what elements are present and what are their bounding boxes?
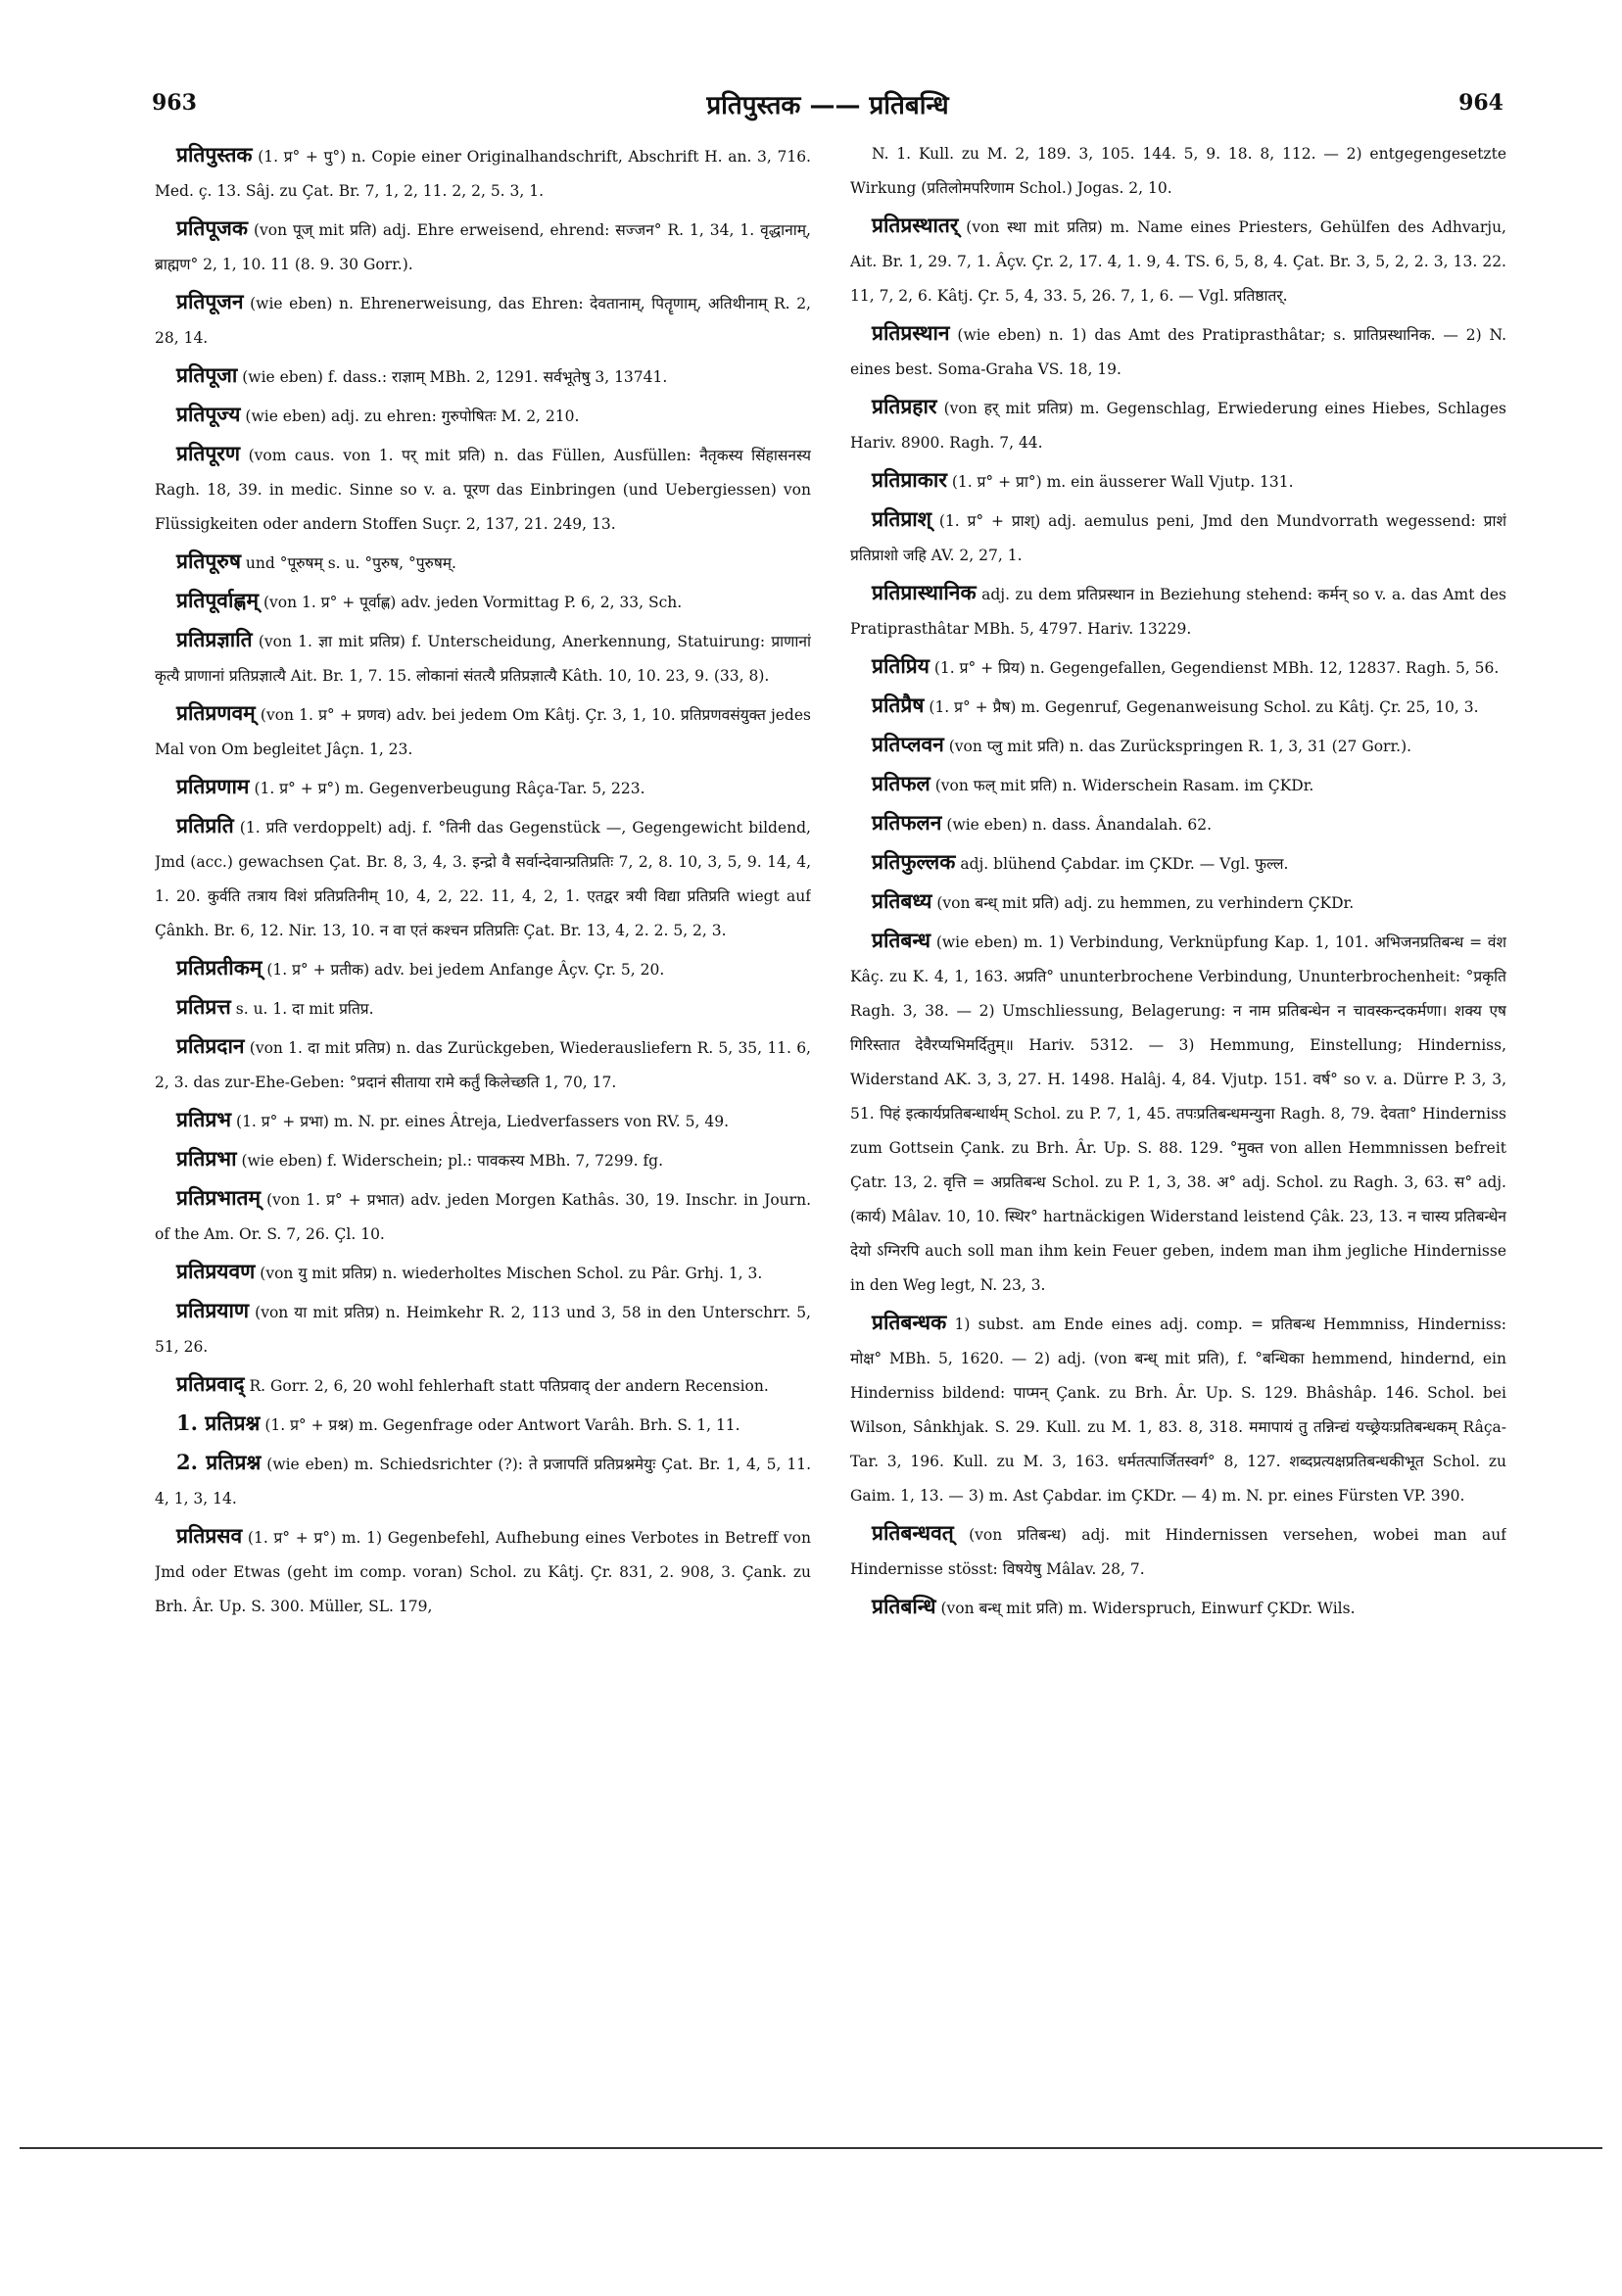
dictionary-entry <box>155 1254 811 1291</box>
dictionary-entry <box>155 989 811 1027</box>
dictionary-entry <box>155 808 811 948</box>
dictionary-entry <box>850 575 1506 646</box>
dictionary-entry <box>155 358 811 395</box>
running-title: प्रतिपुस्तक —— प्रतिबन्धि <box>706 91 949 120</box>
entry-headword: प्रतिपुस्तक <box>176 142 253 167</box>
entry-headword: प्रतिप्रास्थानिक <box>872 580 977 604</box>
page-number-right: 964 <box>1458 90 1503 116</box>
entry-text: (von 1. ज्ञा mit प्रतिप्र) f. Unterscheidung, Anerkennung, Statuirung: प्राणानां कृत्यै प्राणानां प्रतिप्रज्ञात्यै Ait. Br. 1, 7. 15. लोकानां संतत्यै प्रतिप्रज्ञात्यै Kâth. 10, 10. 23, 9. (33, 8). <box>155 633 811 685</box>
entry-headword: प्रतिपूर्वाह्णम् <box>176 588 260 612</box>
entry-text: (wie eben) m. Schiedsrichter (?): ते प्रजापतिं प्रतिप्रश्नमेयुः Çat. Br. 1, 4, 5, 11. 4, 1, 3, 14. <box>155 1456 811 1507</box>
entry-text: s. u. 1. दा mit प्रतिप्र. <box>235 1000 374 1018</box>
entry-text: (von 1. प्र° + पूर्वाह्ण) adv. jeden Vormittag P. 6, 2, 33, Sch. <box>262 594 683 611</box>
dictionary-entry <box>850 844 1506 882</box>
entry-text: (von बन्ध् mit प्रति) adj. zu hemmen, zu verhindern ÇKDr. <box>936 894 1355 912</box>
dictionary-entry <box>850 727 1506 764</box>
entry-text: (1. प्र° + पु°) n. Copie einer Originalhandschrift, Abschrift H. an. 3, 716. Med. ç. 13. Sâj. zu Çat. Br. 7, 1, 2, 11. 2, 2, 5. 3, 1. <box>155 148 811 200</box>
dictionary-entry <box>850 462 1506 500</box>
entry-headword: प्रतिप्रभ <box>176 1107 232 1131</box>
entry-headword: प्रतिफल <box>872 771 930 795</box>
entry-text: (von फल् mit प्रति) n. Widerschein Rasam. im ÇKDr. <box>934 777 1314 794</box>
entry-headword: प्रतिफुल्लक <box>872 849 956 874</box>
dictionary-entry <box>155 622 811 694</box>
dictionary-entry <box>155 950 811 987</box>
entry-text: (1. प्र° + प्रिय) n. Gegengefallen, Gegendienst MBh. 12, 12837. Ragh. 5, 56. <box>933 659 1500 677</box>
dictionary-entry <box>850 688 1506 725</box>
dictionary-entry <box>850 805 1506 842</box>
entry-text: (wie eben) m. 1) Verbindung, Verknüpfung Kap. 1, 101. अभिजनप्रतिबन्ध = वंश Kâç. zu K. 4, 1, 163. अप्रति° ununterbrochene Verbindung, Ununterbrochenheit: °प्रकृति Ragh. 3, 38. — 2) Umschliessung, Belagerung: न नाम प्रतिबन्धेन न चावस्कन्दकर्मणा। शक्य एष गिरिस्तात देवैरप्यभिमर्दितुम्॥ Hariv. 5312. — 3) Hemmung, Einstellung; Hinderniss, Widerstand AK. 3, 3, 27. H. 1498. Halâj. 4, 84. Vjutp. 151. वर्ष° so v. a. Dürre P. 3, 3, 51. पिहं इत्कार्यप्रतिबन्धार्थम् Schol. zu P. 7, 1, 45. तपःप्रतिबन्धमन्युना Ragh. 8, 79. देवता° Hinderniss zum Gottsein Çank. zu Brh. Âr. Up. S. 88. 129. °मुक्त von allen Hemmnissen befreit Çatr. 13, 2. वृत्ति = अप्रतिबन्ध Schol. zu P. 1, 3, 38. अ° adj. Schol. zu Ragh. 3, 63. स° adj. (कार्य) Mâlav. 10, 10. स्थिर° hartnäckigen Widerstand leistend Çâk. 23, 13. न चास्य प्रतिबन्धेन देयो ऽग्निरपि auch soll man ihm kein Feuer geben, indem man ihm jegliche Hindernisse in den Weg legt, N. 23, 3. <box>850 933 1506 1294</box>
dictionary-entry <box>155 583 811 620</box>
entry-headword: प्रतिपूज्य <box>176 402 241 426</box>
dictionary-entry <box>850 389 1506 460</box>
entry-text: (1. प्र° + प्रभा) m. N. pr. eines Âtreja, Liedverfassers von RV. 5, 49. <box>236 1113 730 1130</box>
entry-text: (wie eben) n. Ehrenerweisung, das Ehren: देवतानाम्, पितॄणाम्, अतिथीनाम् R. 2, 28, 14. <box>155 295 811 347</box>
entry-headword: प्रतिप्रदान <box>176 1033 245 1058</box>
dictionary-entry <box>850 502 1506 573</box>
entry-headword: प्रतिप्राकार <box>872 467 947 492</box>
entry-headword: प्रतिपूजा <box>176 362 238 387</box>
entry-headword: प्रतिप्रैष <box>872 693 925 717</box>
dictionary-entry <box>155 284 811 356</box>
entry-headword: प्रतिप्रस्थान <box>872 320 950 345</box>
entry-headword: प्रतिप्रभातम् <box>176 1185 262 1210</box>
entry-text: (von बन्ध् mit प्रति) m. Widerspruch, Einwurf ÇKDr. Wils. <box>940 1600 1356 1617</box>
dictionary-entry <box>155 1102 811 1139</box>
dictionary-entry <box>155 1366 811 1404</box>
entry-text: (1. प्र° + प्र°) m. 1) Gegenbefehl, Aufhebung eines Verbotes in Betreff von Jmd oder Etwas (geht im comp. voran) Schol. zu Kâtj. Çr. 831, 2. 908, 3. Çank. zu Brh. Âr. Up. S. 300. Müller, SL. 179, <box>155 1529 811 1615</box>
entry-text: (von यु mit प्रतिप्र) n. wiederholtes Mischen Schol. zu Pâr. Grhj. 1, 3. <box>260 1265 763 1282</box>
dictionary-entry <box>155 211 811 282</box>
entry-text: (1. प्रति verdoppelt) adj. f. °तिनी das Gegenstück —, Gegengewicht bildend, Jmd (acc.) gewachsen Çat. Br. 8, 3, 4, 3. इन्द्रो वै सर्वान्देवान्प्रतिप्रतिः 7, 2, 8. 10, 3, 5, 9. 14, 4, 1. 20. कुर्वति तत्राय विशं प्रतिप्रतिनीम् 10, 4, 2, 22. 11, 4, 2, 1. एतद्वर त्रयी विद्या प्रतिप्रति wiegt auf Çânkh. Br. 6, 12. Nir. 13, 10. न वा एतं कश्चन प्रतिप्रतिः Çat. Br. 13, 4, 2. 2. 5, 2, 3. <box>155 819 811 939</box>
entry-headword: प्रतिप्रस्थातर् <box>872 213 959 237</box>
entry-text: (von प्लु mit प्रति) n. das Zurückspringen R. 1, 3, 31 (27 Gorr.). <box>948 738 1412 755</box>
entry-headword: प्रतिप्रवाद् <box>176 1371 245 1396</box>
entry-headword: प्रतिबन्ध <box>872 928 931 952</box>
entry-text: und °पूरुषम् s. u. °पुरुष, °पुरुषम्. <box>245 554 456 572</box>
bottom-rule <box>20 2147 1602 2149</box>
dictionary-entry <box>850 1515 1506 1587</box>
entry-headword: प्रतिप्रतीकम् <box>176 955 262 980</box>
dictionary-entry <box>155 695 811 767</box>
dictionary-entry <box>155 1141 811 1178</box>
dictionary-entry <box>850 208 1506 313</box>
dictionary-entry <box>850 923 1506 1303</box>
entry-text: (von पूज् mit प्रति) adj. Ehre erweisend, ehrend: सज्जन° R. 1, 34, 1. वृद्धानाम्, ब्राह्मण° 2, 1, 10. 11 (8. 9. 30 Gorr.). <box>155 221 811 273</box>
entry-text: (1. प्र° + प्र°) m. Gegenverbeugung Râça-Tar. 5, 223. <box>254 780 645 797</box>
entry-text: (von या mit प्रतिप्र) n. Heimkehr R. 2, 113 und 3, 58 in den Unterschrr. 5, 51, 26. <box>155 1304 811 1356</box>
dictionary-entry <box>850 648 1506 686</box>
dictionary-entry <box>155 544 811 581</box>
dictionary-entry <box>850 766 1506 803</box>
entry-text: (von 1. प्र° + प्रभात) adv. jeden Morgen Kathâs. 30, 19. Inschr. in Journ. of the Am. Or. S. 7, 26. Çl. 10. <box>155 1191 811 1243</box>
dictionary-entry <box>155 769 811 806</box>
entry-headword: प्रतिपूरण <box>176 441 241 465</box>
entry-headword: प्रतिप्रणवम् <box>176 700 256 725</box>
dictionary-entry <box>155 137 811 209</box>
dictionary-entry <box>850 884 1506 921</box>
entry-text: (wie eben) f. Widerschein; pl.: पावकस्य MBh. 7, 7299. fg. <box>241 1152 664 1170</box>
entry-text: (1. प्र° + प्रतीक) adv. bei jedem Anfange Âçv. Çr. 5, 20. <box>266 961 665 979</box>
dictionary-entry <box>850 1589 1506 1626</box>
entry-headword: प्रतिप्रज्ञाति <box>176 627 253 651</box>
entry-text: (von 1. दा mit प्रतिप्र) n. das Zurückgeben, Wiederausliefern R. 5, 35, 11. 6, 2, 3. das zur-Ehe-Geben: °प्रदानं सीताया रामे कर्तुं किलेच्छति 1, 70, 17. <box>155 1039 811 1091</box>
entry-headword: प्रतिपूजक <box>176 215 248 240</box>
entry-headword: प्रतिपूजन <box>176 289 244 313</box>
dictionary-entry <box>155 1180 811 1252</box>
entry-text: (wie eben) n. 1) das Amt des Pratiprasthâtar; s. प्रातिप्रस्थानिक. — 2) N. eines best. Soma-Graha VS. 18, 19. <box>850 326 1506 378</box>
entry-headword: प्रतिप्रयवण <box>176 1259 256 1283</box>
entry-text: (vom caus. von 1. पर् mit प्रति) n. das Füllen, Ausfüllen: नैतृकस्य सिंहासनस्य Ragh. 18, 39. in medic. Sinne so v. a. पूरण das Einbringen (und Uebergiessen) von Flüssigkeiten oder andern Stoffen Suçr. 2, 137, 21. 249, 13. <box>155 447 811 533</box>
entry-headword: प्रतिप्रत्त <box>176 994 231 1019</box>
entry-text: N. 1. Kull. zu M. 2, 189. 3, 105. 144. 5, 9. 18. 8, 112. — 2) entgegengesetzte Wirkung (प्रतिलोमपरिणाम Schol.) Jogas. 2, 10. <box>850 145 1506 197</box>
entry-text: adj. blühend Çabdar. im ÇKDr. — Vgl. फुल्ल. <box>960 855 1289 873</box>
entry-text: (von स्था mit प्रतिप्र) m. Name eines Priesters, Gehülfen des Adhvarju, Ait. Br. 1, 29. 7, 1. Âçv. Çr. 2, 17. 4, 1. 9, 4. TS. 6, 5, 8, 4. Çat. Br. 3, 5, 2, 2. 3, 13. 22. 11, 7, 2, 6. Kâtj. Çr. 5, 4, 33. 5, 26. 7, 1, 6. — Vgl. प्रतिष्ठातर्. <box>850 218 1506 305</box>
entry-headword: 2. प्रतिप्रश्न <box>176 1450 262 1474</box>
entry-text: R. Gorr. 2, 6, 20 wohl fehlerhaft statt पतिप्रवाद् der andern Recension. <box>249 1377 769 1395</box>
entry-text: (wie eben) f. dass.: राज्ञाम् MBh. 2, 1291. सर्वभूतेषु 3, 13741. <box>242 368 668 386</box>
entry-text: (1. प्र° + प्रा°) m. ein äusserer Wall Vjutp. 131. <box>951 473 1294 491</box>
entry-headword: प्रतिबन्धक <box>872 1310 947 1334</box>
entry-headword: 1. प्रतिप्रश्न <box>176 1411 261 1435</box>
entry-headword: प्रतिप्रणाम <box>176 774 250 798</box>
entry-text: (von 1. प्र° + प्रणव) adv. bei jedem Om Kâtj. Çr. 3, 1, 10. प्रतिप्रणवसंयुक्त jedes Mal von Om begleitet Jâçn. 1, 23. <box>155 706 811 758</box>
entry-headword: प्रतिप्लवन <box>872 732 944 756</box>
dictionary-entry <box>155 1518 811 1624</box>
entry-text: 1) subst. am Ende eines adj. comp. = प्रतिबन्ध Hemmniss, Hinderniss: मोक्ष° MBh. 5, 1620. — 2) adj. (von बन्ध् mit प्रति), f. °बन्धिका hemmend, hindernd, ein Hinderniss bildend: पाप्मन् Çank. zu Brh. Âr. Up. S. 129. Bhâshâp. 146. Schol. bei Wilson, Sânkhjak. S. 29. Kull. zu M. 1, 83. 8, 318. ममापायं तु तन्निन्द्यं यच्छ्रेयःप्रतिबन्धकम् Râça-Tar. 3, 196. Kull. zu M. 3, 163. धर्मतत्पार्जितस्वर्ग° 8, 127. शब्दप्रत्यक्षप्रतिबन्धकीभूत Schol. zu Gaim. 1, 13. — 3) m. Ast Çabdar. im ÇKDr. — 4) m. N. pr. eines Fürsten VP. 390. <box>850 1315 1506 1505</box>
dictionary-entry <box>850 315 1506 387</box>
entry-headword: प्रतिप्रहार <box>872 394 937 418</box>
entry-headword: प्रतिप्रसव <box>176 1523 243 1548</box>
dictionary-entry <box>850 1305 1506 1513</box>
dictionary-entry <box>155 436 811 542</box>
entry-text: adj. zu dem प्रतिप्रस्थान in Beziehung stehend: कर्मन् so v. a. das Amt des Pratiprasthâtar MBh. 5, 4797. Hariv. 13229. <box>850 586 1506 638</box>
dictionary-entry <box>155 1293 811 1364</box>
entry-headword: प्रतिबध्य <box>872 888 932 913</box>
entry-headword: प्रतिप्रति <box>176 813 234 837</box>
entry-text: (von प्रतिबन्ध) adj. mit Hindernissen versehen, wobei man auf Hindernisse stösst: विषयेषु Mâlav. 28, 7. <box>850 1526 1506 1578</box>
entry-text: (1. प्र° + प्रैष) m. Gegenruf, Gegenanweisung Schol. zu Kâtj. Çr. 25, 10, 3. <box>929 698 1479 716</box>
dictionary-entry <box>850 137 1506 206</box>
entry-text: (1. प्र° + प्राश्) adj. aemulus peni, Jmd den Mundvorrath wegessend: प्राशं प्रतिप्राशो जहि AV. 2, 27, 1. <box>850 512 1506 564</box>
dictionary-entry <box>155 1445 811 1516</box>
entry-headword: प्रतिप्रभा <box>176 1146 237 1171</box>
entry-headword: प्रतिफलन <box>872 810 942 835</box>
entry-headword: प्रतिपूरुष <box>176 549 241 573</box>
entry-headword: प्रतिबन्धवत् <box>872 1520 954 1545</box>
entry-text: (1. प्र° + प्रश्न) m. Gegenfrage oder Antwort Varâh. Brh. S. 1, 11. <box>264 1416 740 1434</box>
entry-headword: प्रतिप्राश् <box>872 506 932 531</box>
entry-headword: प्रतिप्रिय <box>872 653 930 678</box>
entry-text: (von हर् mit प्रतिप्र) m. Gegenschlag, Erwiederung eines Hiebes, Schlages Hariv. 8900. Ragh. 7, 44. <box>850 400 1506 452</box>
dictionary-entry <box>155 397 811 434</box>
page-header <box>152 90 1503 129</box>
entry-headword: प्रतिप्रयाण <box>176 1298 250 1322</box>
dictionary-entry <box>155 1028 811 1100</box>
right-column <box>850 137 1506 1959</box>
left-column <box>155 137 811 1959</box>
entry-text: (wie eben) n. dass. Ânandalah. 62. <box>946 816 1212 834</box>
page-number-left: 963 <box>152 90 197 116</box>
dictionary-entry <box>155 1406 811 1443</box>
entry-headword: प्रतिबन्धि <box>872 1594 936 1618</box>
entry-text: (wie eben) adj. zu ehren: गुरुपोषितः M. 2, 210. <box>245 407 580 425</box>
